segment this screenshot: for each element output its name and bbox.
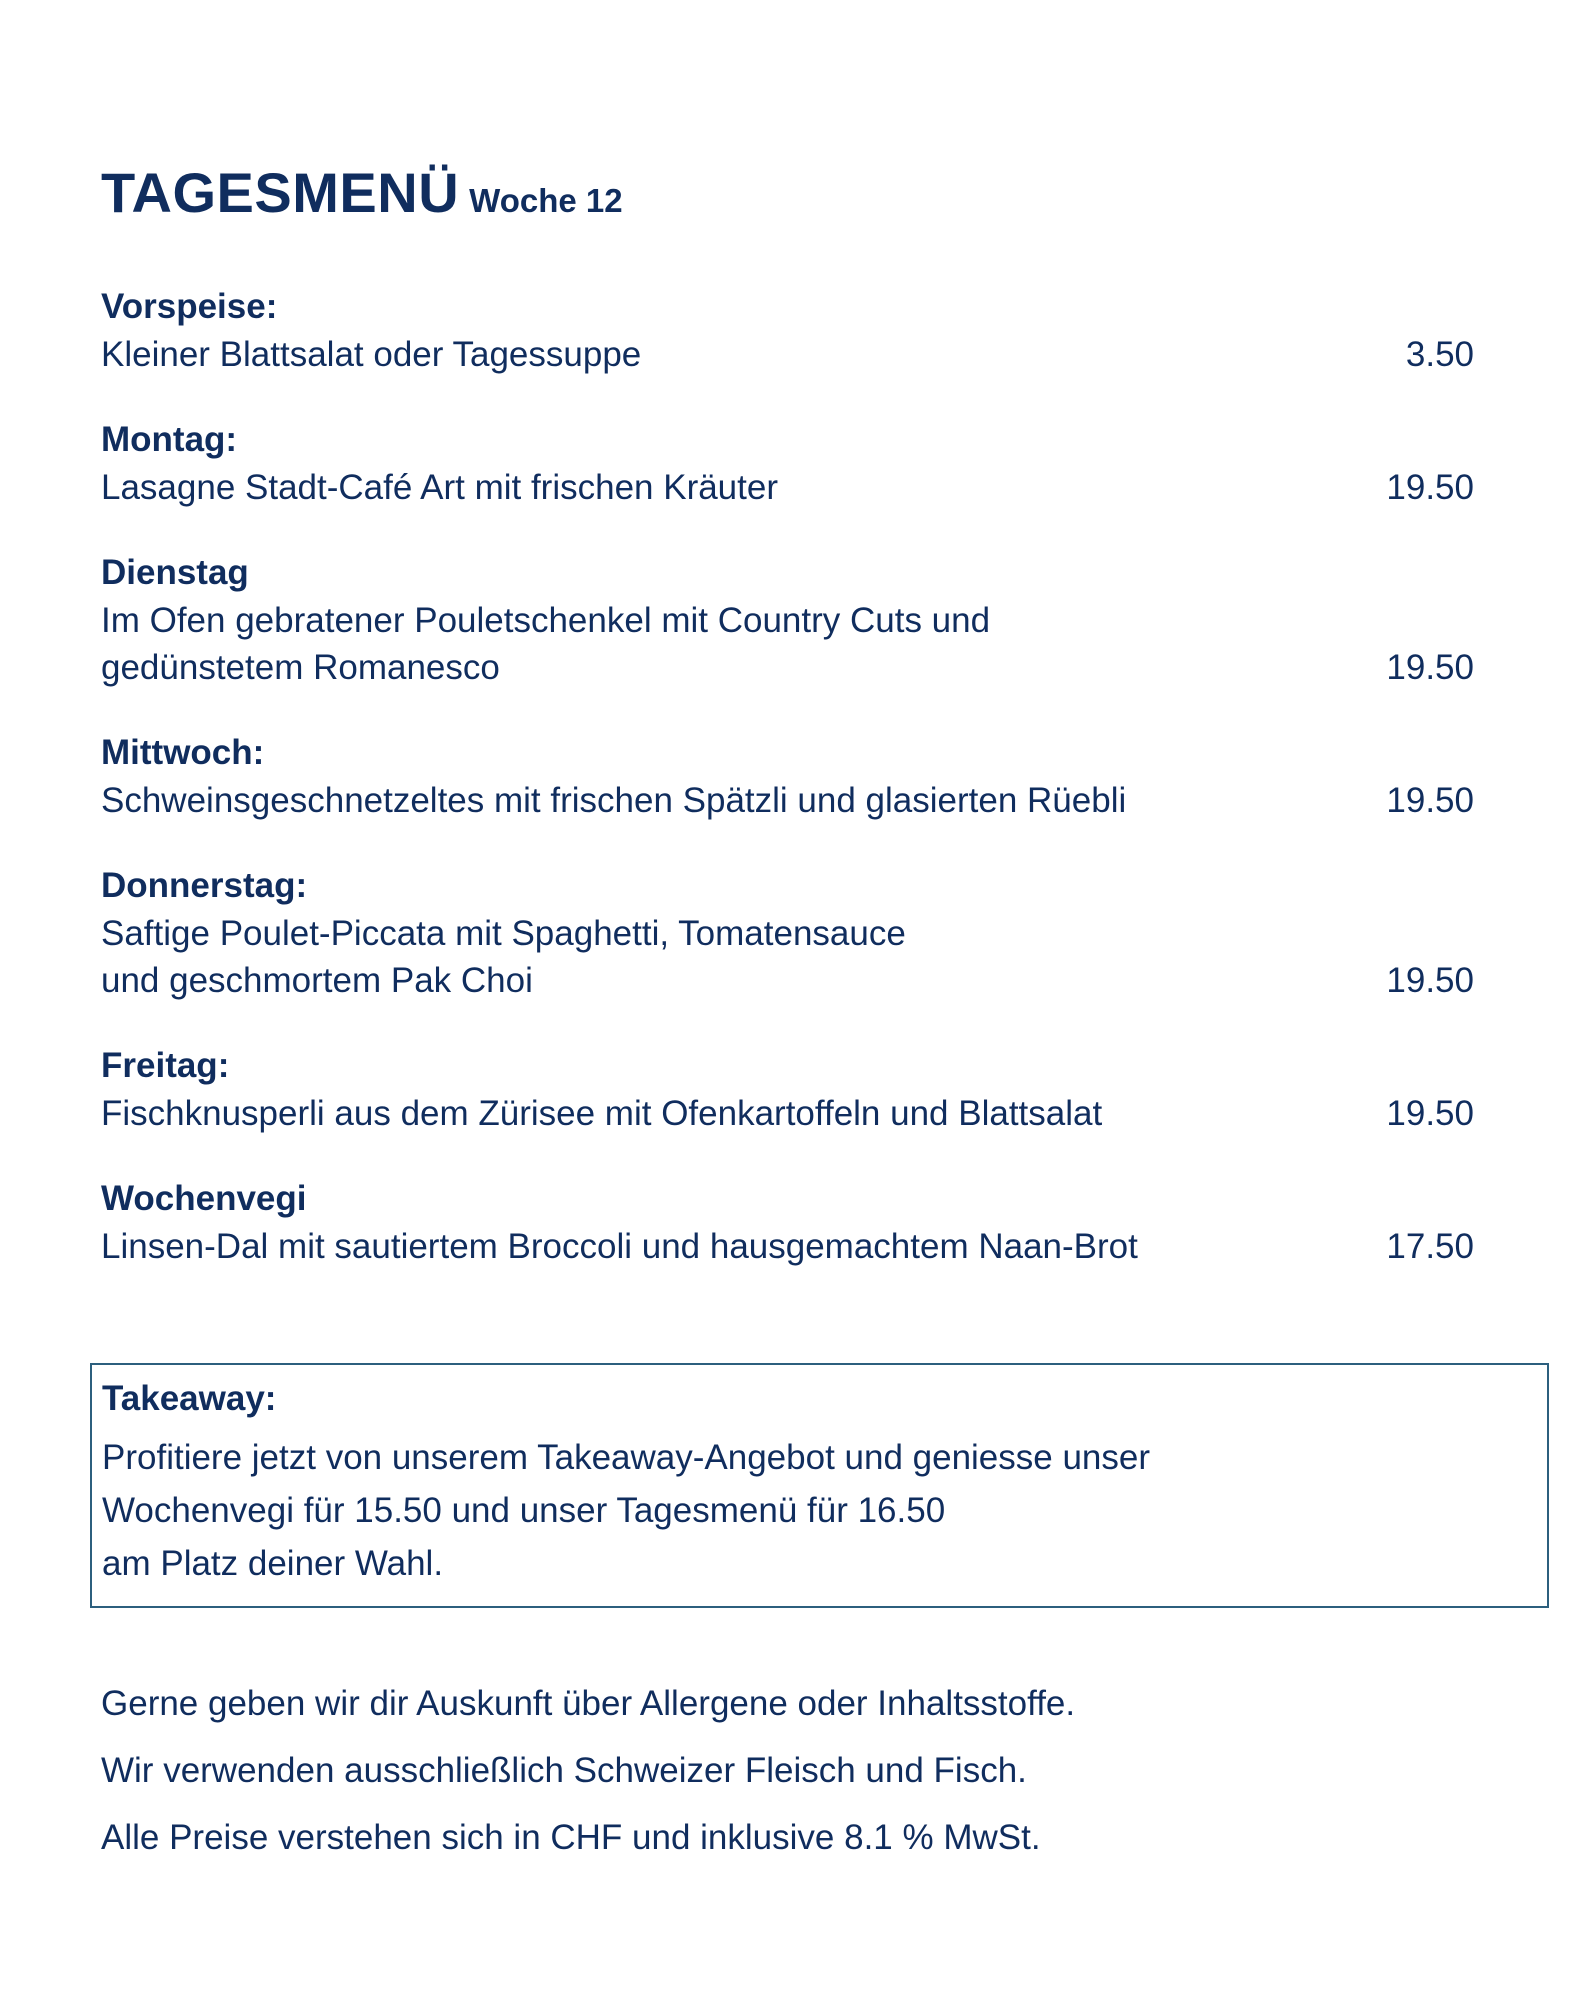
item-description-line: Saftige Poulet-Piccata mit Spaghetti, Tomatensauce [101,914,906,953]
section-heading: Wochenvegi [101,1179,307,1218]
menu-item [101,597,1474,691]
menu-item [101,777,1474,824]
note-allergens: Gerne geben wir dir Auskunft über Allergene oder Inhaltsstoffe. [101,1684,1076,1723]
menu-item [101,464,1474,511]
item-description-line: Fischknusperli aus dem Zürisee mit Ofenkartoffeln und Blattsalat [101,1094,1103,1133]
item-description-line: Lasagne Stadt-Café Art mit frischen Kräuter [101,468,778,507]
menu-item [101,1090,1474,1137]
section-freitag [101,1042,1474,1137]
section-heading: Freitag: [101,1046,230,1085]
item-description-line: Im Ofen gebratener Pouletschenkel mit Country Cuts und [101,601,991,640]
section-heading: Dienstag [101,553,249,592]
section-heading: Montag: [101,420,238,459]
item-description-line: Kleiner Blattsalat oder Tagessuppe [101,335,642,374]
item-description [101,910,1301,1004]
section-donnerstag [101,862,1474,1004]
item-price: 19.50 [1386,1094,1474,1133]
section-dienstag [101,549,1474,691]
item-price: 19.50 [1386,468,1474,507]
note-prices-vat: Alle Preise verstehen sich in CHF und inklusive 8.1 % MwSt. [101,1818,1041,1857]
menu-sections [101,283,1474,1308]
item-price: 19.50 [1386,781,1474,820]
item-description-line: und geschmortem Pak Choi [101,961,533,1000]
menu-item [101,910,1474,1004]
item-price: 17.50 [1386,1227,1474,1266]
item-description-line: Linsen-Dal mit sautiertem Broccoli und hausgemachtem Naan-Brot [101,1227,1138,1266]
item-description [101,1223,1301,1270]
item-description [101,597,1301,691]
takeaway-box [90,1363,1549,1608]
item-description [101,1090,1301,1137]
title-main: TAGESMENÜ [101,161,460,224]
section-mittwoch [101,729,1474,824]
item-description-line: Schweinsgeschnetzeltes mit frischen Spätzli und glasierten Rüebli [101,781,1127,820]
page-title [101,160,623,225]
section-wochenvegi [101,1175,1474,1270]
title-week: Woche 12 [469,182,623,219]
item-price: 3.50 [1405,335,1474,374]
footer-notes [101,1680,1075,1881]
takeaway-line: Profitiere jetzt von unserem Takeaway-Angebot und geniesse unser [102,1438,1151,1477]
section-vorspeise [101,283,1474,378]
takeaway-line: am Platz deiner Wahl. [102,1544,444,1583]
item-description [101,777,1301,824]
section-heading: Donnerstag: [101,866,308,905]
note-swiss-meat: Wir verwenden ausschließlich Schweizer Fleisch und Fisch. [101,1751,1027,1790]
menu-item [101,331,1474,378]
item-price: 19.50 [1386,961,1474,1000]
menu-item [101,1223,1474,1270]
section-montag [101,416,1474,511]
item-price: 19.50 [1386,648,1474,687]
section-heading: Vorspeise: [101,287,278,326]
item-description-line: gedünstetem Romanesco [101,648,500,687]
item-description [101,464,1301,511]
takeaway-heading: Takeaway: [102,1379,277,1418]
section-heading: Mittwoch: [101,733,265,772]
takeaway-line: Wochenvegi für 15.50 und unser Tagesmenü für 16.50 [102,1491,946,1530]
item-description [101,331,1301,378]
